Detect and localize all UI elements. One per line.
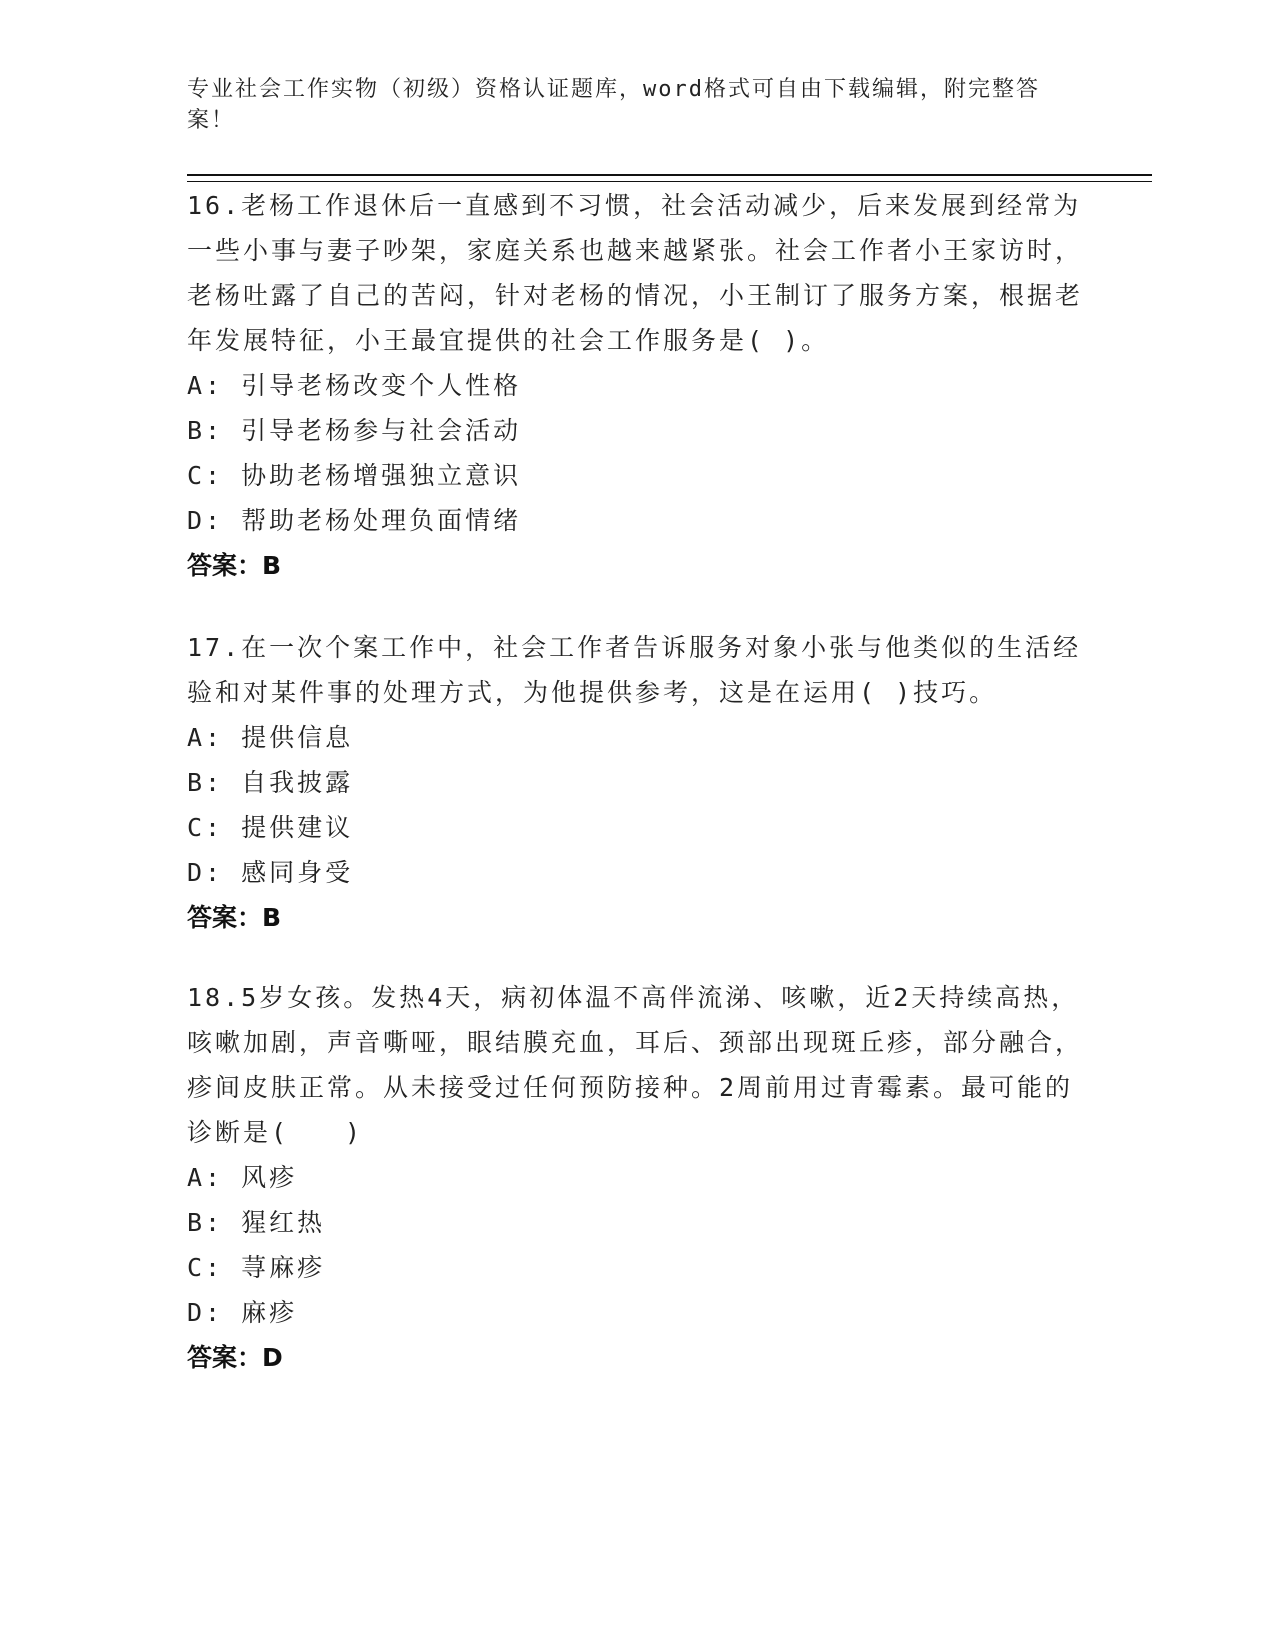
option-c: C: 提供建议	[187, 813, 354, 842]
question-stem: 17.在一次个案工作中，社会工作者告诉服务对象小张与他类似的生活经验和对某件事的处理方式，为他提供参考，这是在运用( )技巧。	[187, 633, 1082, 707]
option-a: A: 提供信息	[187, 723, 354, 752]
answer-label: 答案：B	[187, 903, 282, 932]
option-d: D: 帮助老杨处理负面情绪	[187, 506, 522, 535]
option-a: A: 引导老杨改变个人性格	[187, 371, 522, 400]
question-stem: 16.老杨工作退休后一直感到不习惯，社会活动减少，后来发展到经常为一些小事与妻子吵架，家庭关系也越来越紧张。社会工作者小王家访时，老杨吐露了自己的苦闷，针对老杨的情况，小王制订了服务方案，根据老年发展特征，小王最宜提供的社会工作服务是( )。	[187, 191, 1084, 355]
answer-label: 答案：D	[187, 1343, 283, 1372]
option-c: C: 协助老杨增强独立意识	[187, 461, 522, 490]
question-stem: 18.5岁女孩。发热4天，病初体温不高伴流涕、咳嗽，近2天持续高热，咳嗽加剧，声音嘶哑，眼结膜充血，耳后、颈部出现斑丘疹，部分融合，疹间皮肤正常。从未接受过任何预防接种。2周前用过青霉素。最可能的诊断是( )	[187, 983, 1084, 1147]
question-18	[187, 975, 1087, 1380]
option-b: B: 引导老杨参与社会活动	[187, 416, 522, 445]
question-17	[187, 625, 1087, 940]
answer-label: 答案：B	[187, 551, 282, 580]
option-b: B: 自我披露	[187, 768, 354, 797]
option-c: C: 荨麻疹	[187, 1253, 326, 1282]
option-d: D: 感同身受	[187, 858, 354, 887]
page-header: 专业社会工作实物（初级）资格认证题库，word格式可自由下载编辑，附完整答案！	[187, 77, 1040, 133]
option-d: D: 麻疹	[187, 1298, 298, 1327]
header-divider-thin	[187, 181, 1152, 182]
option-b: B: 猩红热	[187, 1208, 326, 1237]
header-divider-thick	[187, 174, 1152, 176]
option-a: A: 风疹	[187, 1163, 298, 1192]
question-16	[187, 183, 1087, 588]
